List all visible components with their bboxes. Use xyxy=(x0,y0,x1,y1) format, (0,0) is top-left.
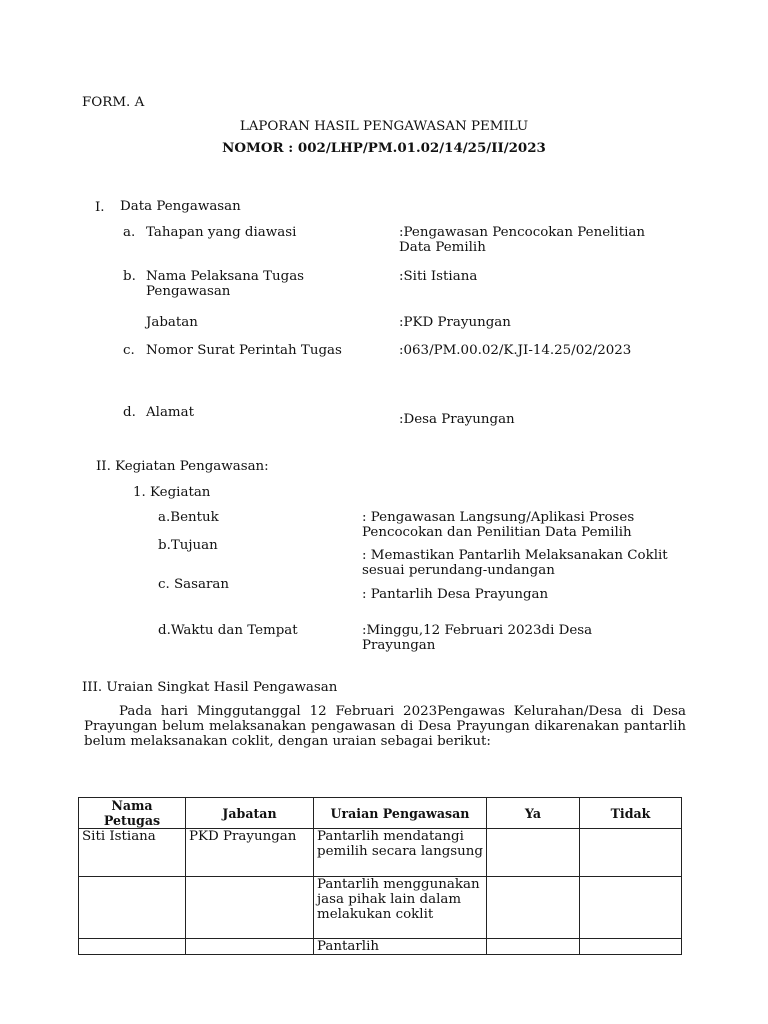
section3-heading: III. Uraian Singkat Hasil Pengawasan xyxy=(82,680,338,695)
table-row xyxy=(79,939,682,955)
cell-nama: Siti Istiana xyxy=(79,829,186,877)
header-ya: Ya xyxy=(487,798,580,829)
bentuk-label: a.Bentuk xyxy=(158,510,219,525)
item-b-letter: b. xyxy=(123,269,136,284)
header-tidak: Tidak xyxy=(580,798,682,829)
report-number: NOMOR : 002/LHP/PM.01.02/14/25/II/2023 xyxy=(222,140,546,156)
table-row xyxy=(79,877,682,939)
cell-tidak xyxy=(580,829,682,877)
cell-ya xyxy=(487,829,580,877)
cell-uraian: Pantarlih xyxy=(314,939,487,955)
cell-ya xyxy=(487,877,580,939)
item-a-letter: a. xyxy=(123,225,136,240)
waktu-value: :Minggu,12 Februari 2023di Desa Prayungan xyxy=(362,623,593,653)
bentuk-value: : Pengawasan Langsung/Aplikasi Proses Pencocokan dan Penilitian Data Pemilih xyxy=(362,510,635,540)
item-a-value: :Pengawasan Pencocokan Penelitian Data Pemilih xyxy=(399,225,645,255)
item-d-letter: d. xyxy=(123,405,136,420)
item-c-label: Nomor Surat Perintah Tugas xyxy=(146,343,342,358)
tujuan-value: : Memastikan Pantarlih Melaksanakan Coklit sesuai perundang-undangan xyxy=(362,548,668,578)
section2-heading: II. Kegiatan Pengawasan: xyxy=(96,459,269,474)
sasaran-value: : Pantarlih Desa Prayungan xyxy=(362,587,549,602)
item-d-label: Alamat xyxy=(146,405,194,420)
item-c-letter: c. xyxy=(123,343,135,358)
supervision-table xyxy=(78,797,682,955)
item-c-value: :063/PM.00.02/K.JI-14.25/02/2023 xyxy=(399,343,632,358)
item-a-label: Tahapan yang diawasi xyxy=(146,225,297,240)
section1-heading: Data Pengawasan xyxy=(120,199,241,214)
cell-tidak xyxy=(580,939,682,955)
sasaran-label: c. Sasaran xyxy=(158,577,230,592)
table-header-row xyxy=(79,798,682,829)
cell-nama xyxy=(79,877,186,939)
header-jabatan: Jabatan xyxy=(186,798,314,829)
cell-jabatan xyxy=(186,939,314,955)
tujuan-label: b.Tujuan xyxy=(158,538,218,553)
waktu-label: d.Waktu dan Tempat xyxy=(158,623,298,638)
header-nama-petugas: Nama Petugas xyxy=(79,798,186,829)
section3-paragraph: Pada hari Minggutanggal 12 Februari 2023Pengawas Kelurahan/Desa di Desa Prayungan belum melaksanakan pengawasan di Desa Prayungan dikarenakan pantarlih belum melaksanakan coklit, dengan uraian sebagai berikut: xyxy=(84,704,686,749)
jabatan-label: Jabatan xyxy=(146,315,198,330)
item-b-value: :Siti Istiana xyxy=(399,269,478,284)
cell-tidak xyxy=(580,877,682,939)
table-row xyxy=(79,829,682,877)
report-title: LAPORAN HASIL PENGAWASAN PEMILU xyxy=(239,119,529,134)
cell-jabatan xyxy=(186,877,314,939)
item-b-label: Nama Pelaksana Tugas Pengawasan xyxy=(146,269,305,299)
section2-sub: 1. Kegiatan xyxy=(133,485,211,500)
cell-ya xyxy=(487,939,580,955)
form-label: FORM. A xyxy=(82,95,145,110)
section1-number: I. xyxy=(95,200,105,215)
header-uraian: Uraian Pengawasan xyxy=(314,798,487,829)
cell-uraian: Pantarlih mendatangi pemilih secara langsung xyxy=(314,829,487,877)
cell-uraian: Pantarlih menggunakan jasa pihak lain dalam melakukan coklit xyxy=(314,877,487,939)
cell-nama xyxy=(79,939,186,955)
cell-jabatan: PKD Prayungan xyxy=(186,829,314,877)
item-d-value: :Desa Prayungan xyxy=(399,412,515,427)
jabatan-value: :PKD Prayungan xyxy=(399,315,511,330)
